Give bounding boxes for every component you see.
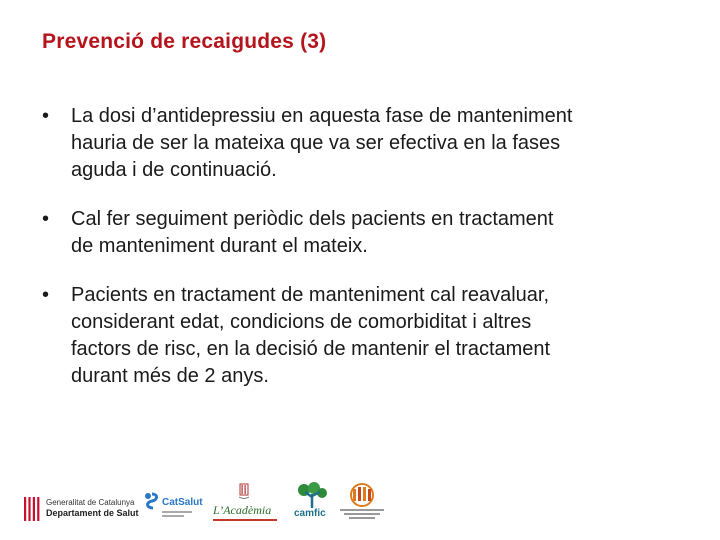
academia-seal-icon	[234, 483, 254, 501]
slide-title: Prevenció de recaigudes (3)	[42, 30, 327, 53]
bullet-item	[42, 206, 682, 260]
bullet-line: factors de risc, en la decisió de mantenir el tractament	[71, 338, 551, 360]
medical-society-caption	[340, 509, 384, 521]
academia-name: L’Acadèmia	[213, 503, 272, 517]
generalitat-bars-icon	[24, 497, 40, 521]
bullet-line: durant més de 2 anys.	[71, 365, 269, 387]
bullet-item	[42, 282, 682, 390]
camfic-name: camfic	[294, 508, 326, 519]
bullet-dot: •	[42, 284, 50, 306]
bullet-list	[42, 103, 682, 412]
catsalut-logo-icon	[144, 492, 160, 510]
catsalut-name: CatSalut	[162, 497, 203, 508]
catsalut-logo	[144, 492, 214, 526]
generalitat-name: Generalitat de Catalunya	[46, 498, 135, 507]
generalitat-logo	[24, 496, 139, 526]
department-name: Departament de Salut	[46, 508, 139, 518]
catsalut-subtext	[162, 511, 202, 517]
camfic-logo	[290, 482, 336, 522]
academia-underline	[213, 519, 277, 521]
bullet-dot: •	[42, 105, 50, 127]
bullet-line: La dosi d’antidepressiu en aquesta fase de manteniment	[71, 105, 573, 127]
bullet-line: aguda i de continuació.	[71, 159, 277, 181]
bullet-line: Pacients en tractament de manteniment cal reavaluar,	[71, 284, 550, 306]
medical-society-logo	[340, 483, 386, 523]
bullet-line: hauria de ser la mateixa que va ser efectiva en la fases	[71, 132, 561, 154]
academia-logo	[213, 483, 279, 525]
camfic-tree-icon	[292, 482, 332, 508]
bullet-line: considerant edat, condicions de comorbiditat i altres	[71, 311, 532, 333]
bullet-dot: •	[42, 208, 50, 230]
logo-footer	[0, 478, 720, 528]
bullet-line: de manteniment durant el mateix.	[71, 235, 368, 257]
medical-society-logo-icon	[344, 483, 380, 507]
bullet-line: Cal fer seguiment periòdic dels pacients en tractament	[71, 208, 554, 230]
bullet-item	[42, 103, 682, 184]
